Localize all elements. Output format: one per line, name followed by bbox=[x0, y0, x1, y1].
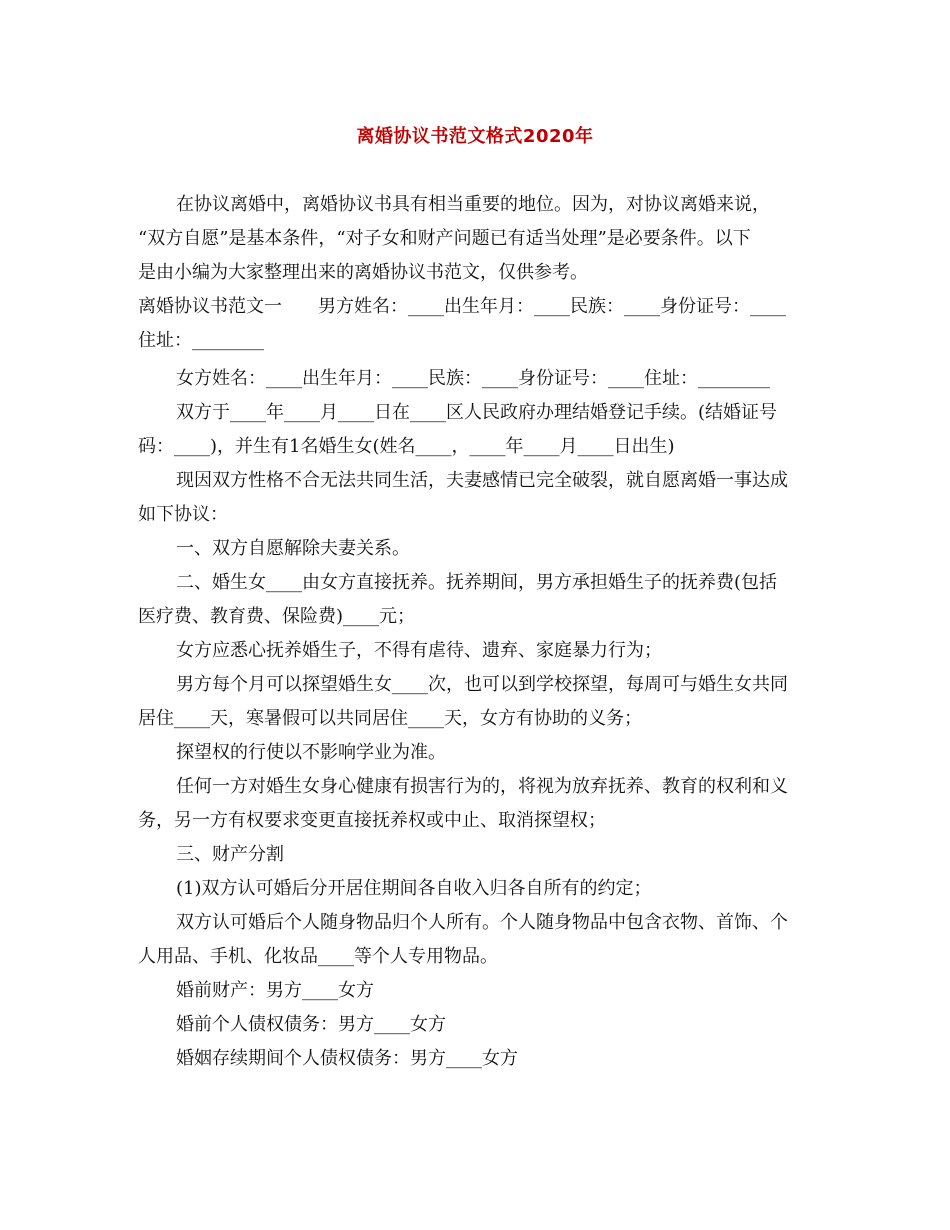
text-line: 离婚协议书范文一 男方姓名：____出生年月：____民族：____身份证号：____ bbox=[138, 296, 786, 317]
text-line: 探望权的行使以不影响学业为准。 bbox=[176, 742, 446, 763]
text-line: 双方认可婚后个人随身物品归个人所有。个人随身物品中包含衣物、首饰、个 bbox=[176, 912, 788, 933]
text-line: 双方于____年____月____日在____区人民政府办理结婚登记手续。(结婚证号 bbox=[176, 402, 778, 423]
text-line: 男方每个月可以探望婚生女____次，也可以到学校探望，每周可与婚生女共同 bbox=[176, 674, 788, 695]
text-line: 三、财产分割 bbox=[176, 844, 284, 865]
text-line: 一、双方自愿解除夫妻关系。 bbox=[176, 538, 410, 559]
text-line: 在协议离婚中，离婚协议书具有相当重要的地位。因为，对协议离婚来说， bbox=[176, 194, 770, 215]
text-line: 现因双方性格不合无法共同生活，夫妻感情已完全破裂，就自愿离婚一事达成 bbox=[176, 470, 788, 491]
text-line: 二、婚生女____由女方直接抚养。抚养期间，男方承担婚生子的抚养费(包括 bbox=[176, 572, 778, 593]
text-line: 婚前财产：男方____女方 bbox=[176, 980, 374, 1001]
text-line: (1)双方认可婚后分开居住期间各自收入归各自所有的约定； bbox=[176, 878, 652, 899]
document-body bbox=[138, 188, 814, 1076]
text-line: 医疗费、教育费、保险费)____元； bbox=[138, 606, 416, 627]
text-line: 务，另一方有权要求变更直接抚养权或中止、取消探望权； bbox=[138, 810, 606, 831]
text-line: 码：____)，并生有1名婚生女(姓名____，____年____月____日出生) bbox=[138, 436, 675, 457]
text-line: 居住____天，寒暑假可以共同居住____天，女方有协助的义务； bbox=[138, 708, 642, 729]
text-line: 女方应悉心抚养婚生子，不得有虐待、遗弃、家庭暴力行为； bbox=[176, 640, 662, 661]
text-line: 人用品、手机、化妆品____等个人专用物品。 bbox=[138, 946, 498, 967]
text-line: 任何一方对婚生女身心健康有损害行为的，将视为放弃抚养、教育的权利和义 bbox=[176, 776, 788, 797]
document-title: 离婚协议书范文格式2020年 bbox=[356, 126, 594, 147]
text-line: 女方姓名：____出生年月：____民族：____身份证号：____住址：________ bbox=[176, 368, 770, 389]
text-line: 婚前个人债权债务：男方____女方 bbox=[176, 1014, 446, 1035]
text-line: “双方自愿”是基本条件，“对子女和财产问题已有适当处理”是必要条件。以下 bbox=[138, 228, 751, 249]
text-line: 是由小编为大家整理出来的离婚协议书范文，仅供参考。 bbox=[138, 262, 588, 283]
text-line: 婚姻存续期间个人债权债务：男方____女方 bbox=[176, 1048, 518, 1069]
text-line: 如下协议： bbox=[138, 504, 228, 525]
text-line: 住址：________ bbox=[138, 330, 264, 351]
